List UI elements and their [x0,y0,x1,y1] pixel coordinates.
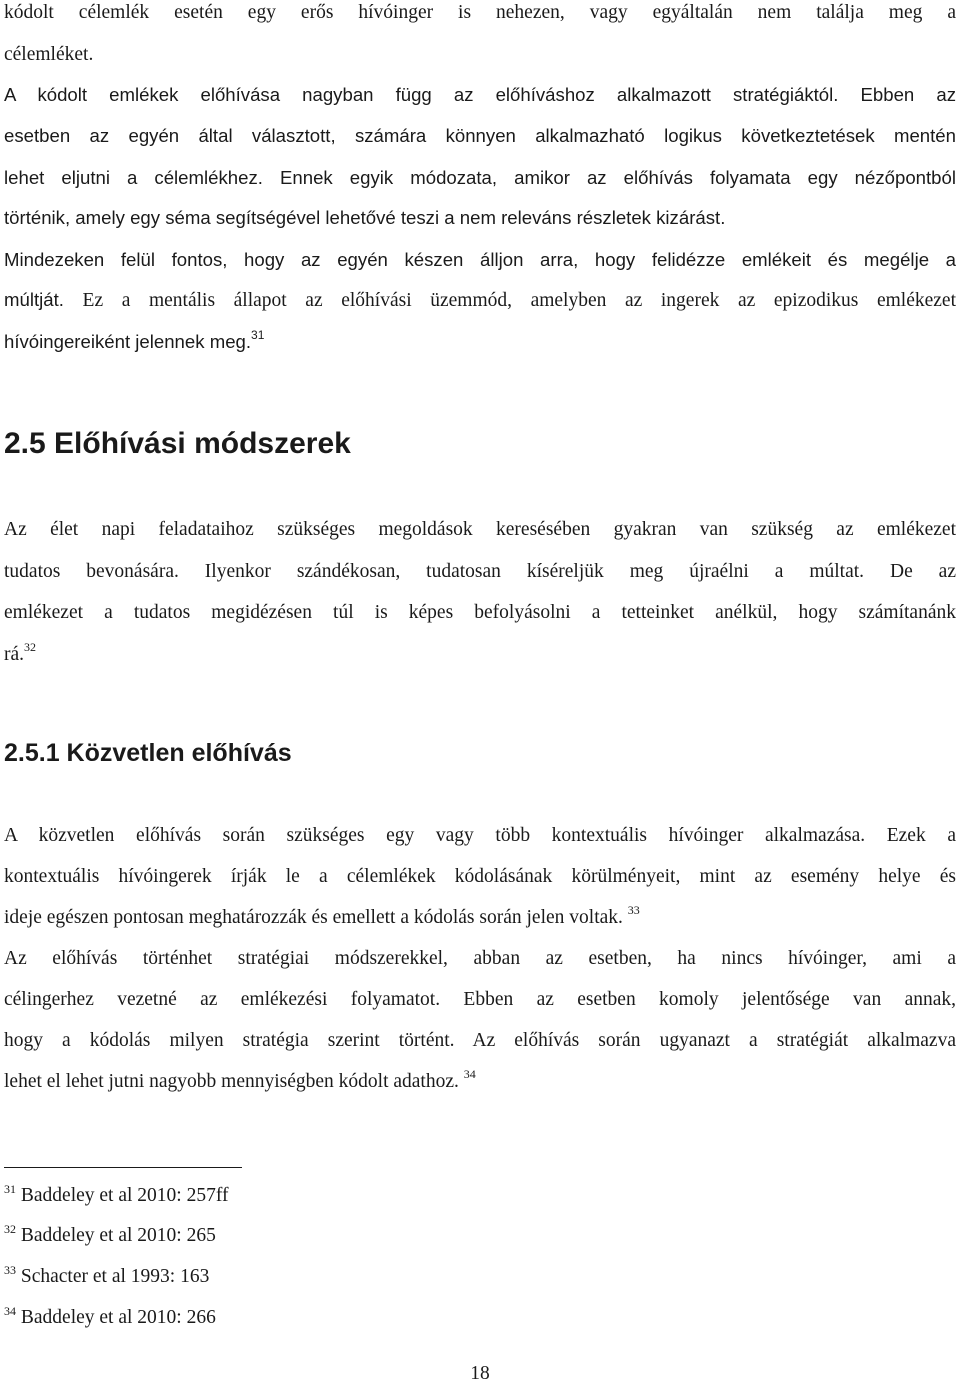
footnote-number: 32 [4,1222,16,1236]
body-line: A közvetlen előhívás során szükséges egy vagy több kontextuális hívóinger alkalmazása. Ezek a [4,825,956,846]
footnote-number: 34 [4,1304,16,1318]
footnote-ref[interactable]: 34 [463,1067,476,1081]
body-line [4,1067,956,1095]
footnote-text: Baddeley et al 2010: 266 [20,1307,216,1328]
body-line: Az élet napi feladataihoz szükséges megoldások keresésében gyakran van szükség az emlékezet [4,519,956,540]
body-line [4,330,956,356]
body-line: Az előhívás történhet stratégiai módszerekkel, abban az esetben, ha nincs hívóinger, ami a [4,948,956,969]
body-line: Mindezeken felül fontos, hogy az egyén készen álljon arra, hogy felidézze emlékeit és megélje a [4,249,956,270]
footnote-text: Baddeley et al 2010: 265 [20,1225,216,1246]
body-line [4,640,956,668]
footnote [4,1306,216,1331]
footnote [4,1224,216,1249]
text-run: múltját. [4,289,64,310]
text-run: Ennek egyik módozata, amikor az előhívás folyamata egy nézőpontból [262,167,956,188]
text-run: rá. [4,644,25,665]
text-run: lehet el lehet jutni nagyobb mennyiségben kódolt adathoz. [4,1071,459,1092]
footnote-ref[interactable]: 32 [24,640,37,654]
body-line: kontextuális hívóingerek írják le a célemlékek kódolásának körülményeit, mint az esemény helye és [4,866,956,887]
footnote-ref[interactable]: 31 [251,328,265,342]
body-line: tudatos bevonására. Ilyenkor szándékosan, tudatosan kíséreljük meg újraélni a múltat. De az [4,561,956,582]
footnote [4,1184,228,1209]
footnote-text: Baddeley et al 2010: 257ff [20,1185,229,1206]
text-run: lehet eljutni a célemlékhez. [4,167,263,188]
body-line-mixed [4,166,956,191]
body-line: kódolt célemlék esetén egy erős hívóinger is nehezen, vagy egyáltalán nem találja meg a [4,2,956,23]
body-line [4,903,956,931]
body-line-mixed [4,288,956,313]
footnote-separator [4,1167,242,1168]
footnote-number: 31 [4,1182,16,1196]
body-line: történik, amely egy séma segítségével lehetővé teszi a nem releváns részletek kizárást. [4,207,726,228]
body-line: célingerhez vezetné az emlékezési folyamatot. Ebben az esetben komoly jelentősége van annak, [4,989,956,1010]
body-line: esetben az egyén által választott, számára könnyen alkalmazható logikus következtetések mentén [4,125,956,146]
text-run: ideje egészen pontosan meghatározzák és emellett a kódolás során jelen voltak. [4,907,623,928]
footnote-ref[interactable]: 33 [627,903,640,917]
body-line: hogy a kódolás milyen stratégia szerint történt. Az előhívás során ugyanazt a stratégiát alkalmazva [4,1030,956,1051]
page-number: 18 [470,1363,490,1384]
body-line: A kódolt emlékek előhívása nagyban függ az előhíváshoz alkalmazott stratégiáktól. Ebben az [4,84,956,105]
subsection-heading: 2.5.1 Közvetlen előhívás [4,739,292,767]
body-line: célemléket. [4,44,94,65]
body-line: emlékezet a tudatos megidézésen túl is képes befolyásolni a tetteinket anélkül, hogy számítanánk [4,602,956,623]
section-heading: 2.5 Előhívási módszerek [4,427,351,460]
text-run: Ez a mentális állapot az előhívási üzemmód, amelyben az ingerek az epizodikus emlékezet [63,290,956,311]
footnote-text: Schacter et al 1993: 163 [20,1266,210,1287]
footnote-number: 33 [4,1263,16,1277]
text-run: hívóingereiként jelennek meg. [4,331,252,352]
footnote [4,1265,209,1290]
